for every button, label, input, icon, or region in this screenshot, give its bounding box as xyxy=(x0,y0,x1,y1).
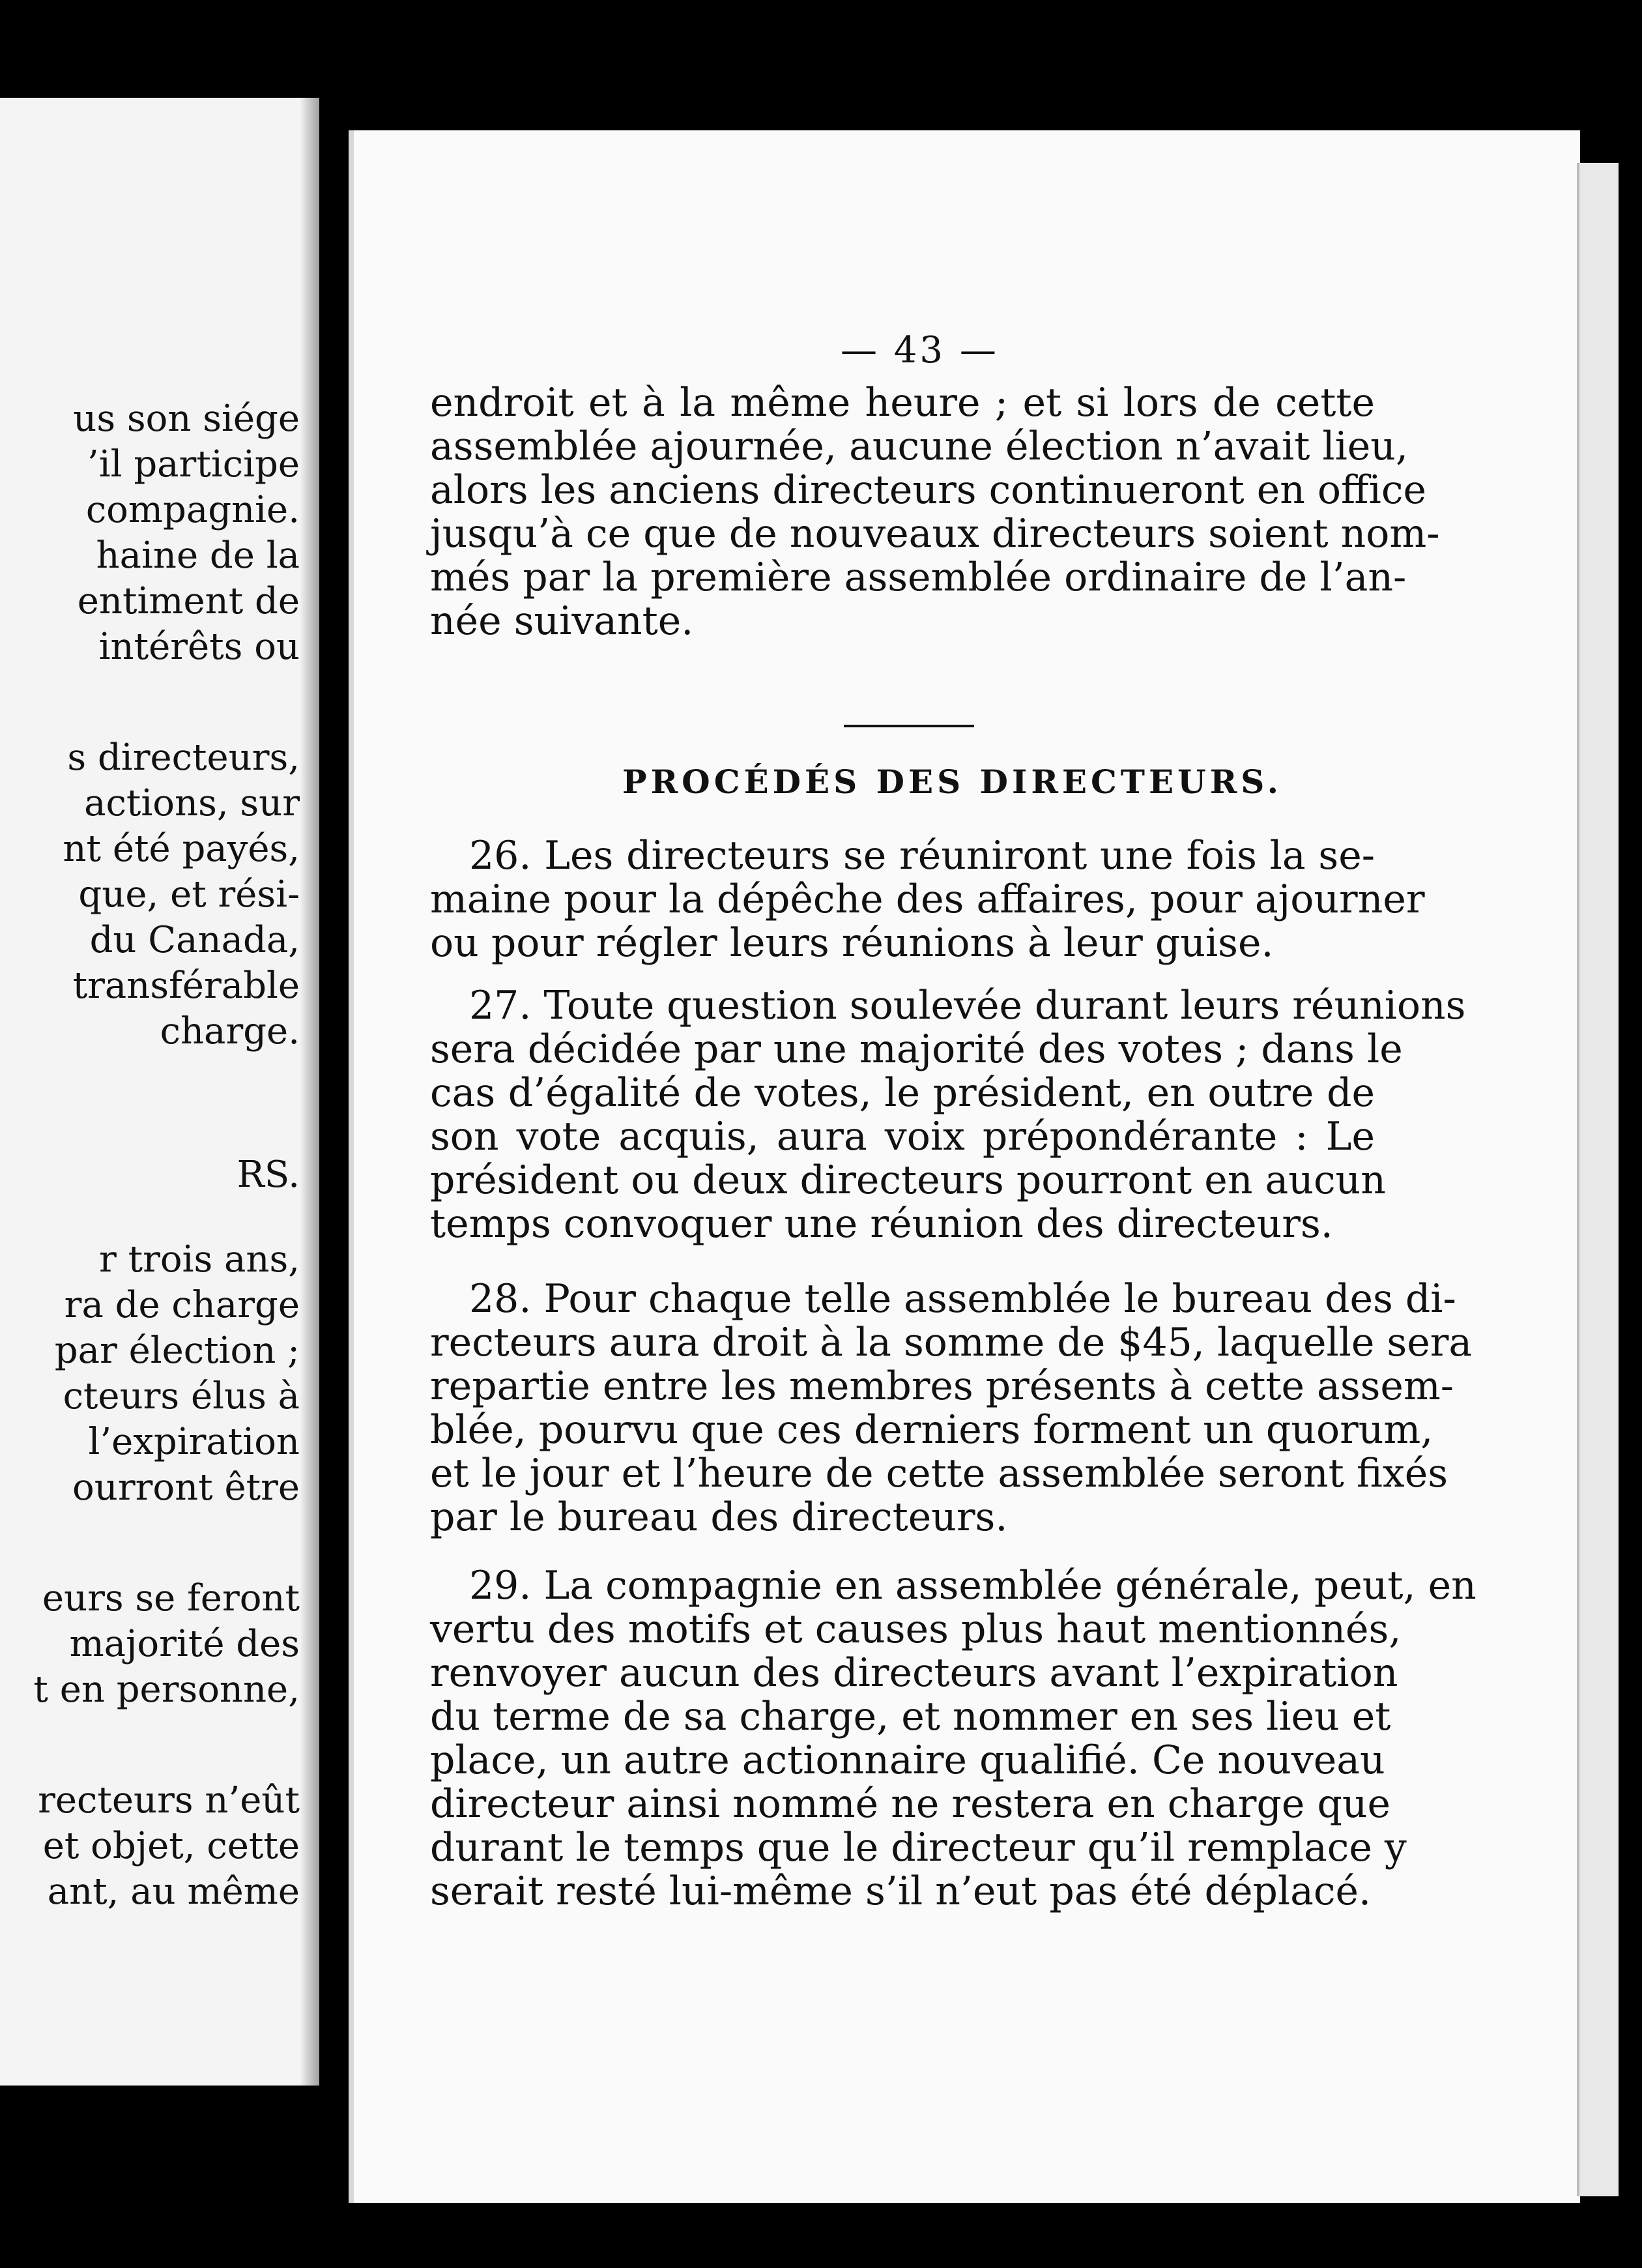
left-line: us son siége xyxy=(73,398,300,440)
paragraph-28 xyxy=(430,1276,1473,1540)
left-line: t en personne, xyxy=(33,1668,300,1711)
left-line: charge. xyxy=(160,1010,300,1053)
text-line: cas d’égalité de votes, le président, en outre de xyxy=(430,1070,1375,1116)
left-line: du Canada, xyxy=(89,919,300,961)
left-line: recteurs n’eût xyxy=(38,1779,300,1822)
left-line: transférable xyxy=(72,965,300,1007)
left-line: actions, sur xyxy=(84,782,300,824)
text-line: président ou deux directeurs pourront en aucun xyxy=(430,1157,1386,1203)
left-line: ant, au même xyxy=(47,1870,300,1913)
text-line: directeur ainsi nommé ne restera en charge que xyxy=(430,1781,1391,1827)
text-line: recteurs aura droit à la somme de $45, laquelle sera xyxy=(430,1320,1473,1365)
section-rule xyxy=(844,725,974,727)
paragraph-27 xyxy=(430,983,1466,1247)
text-line: serait resté lui-même s’il n’eut pas été déplacé. xyxy=(430,1868,1372,1914)
text-line: sera décidée par une majorité des votes ; dans le xyxy=(430,1026,1403,1072)
left-line: que, et rési- xyxy=(78,873,300,916)
text-line: renvoyer aucun des directeurs avant l’expiration xyxy=(430,1650,1398,1696)
text-line: son vote acquis, aura voix prépondérante : Le xyxy=(430,1114,1375,1159)
paragraph-29 xyxy=(430,1563,1476,1914)
left-line: eurs se feront xyxy=(42,1577,300,1620)
text-line: par le bureau des directeurs. xyxy=(430,1494,1008,1540)
text-line: endroit et à la même heure ; et si lors de cette xyxy=(430,380,1375,426)
paragraph-26 xyxy=(430,833,1425,966)
left-line: ra de charge xyxy=(64,1284,300,1326)
left-line: majorité des xyxy=(69,1623,300,1665)
text-line: blée, pourvu que ces derniers forment un quorum, xyxy=(430,1407,1433,1453)
text-line: repartie entre les membres présents à cette assem- xyxy=(430,1363,1454,1409)
left-line: haine de la xyxy=(96,534,300,577)
text-line: ou pour régler leurs réunions à leur guise. xyxy=(430,920,1274,966)
text-line: et le jour et l’heure de cette assemblée seront fixés xyxy=(430,1451,1448,1496)
left-line: ’il participe xyxy=(87,443,300,486)
left-line: s directeurs, xyxy=(67,736,300,779)
left-line: r trois ans, xyxy=(99,1238,300,1281)
text-line: durant le temps que le directeur qu’il remplace y xyxy=(430,1825,1407,1870)
text-line: 27. Toute question soulevée durant leurs réunions xyxy=(469,983,1466,1028)
gutter-shadow xyxy=(300,98,319,2086)
left-line: par élection ; xyxy=(54,1330,300,1372)
text-line: assemblée ajournée, aucune élection n’avait lieu, xyxy=(430,424,1409,469)
left-line: l’expiration xyxy=(88,1421,300,1463)
text-line: du terme de sa charge, et nommer en ses lieu et xyxy=(430,1694,1391,1739)
left-line: et objet, cette xyxy=(42,1825,300,1867)
text-line: 28. Pour chaque telle assemblée le bureau des di- xyxy=(469,1276,1456,1322)
page-number: — 43 — xyxy=(841,329,999,371)
text-line: temps convoquer une réunion des directeurs. xyxy=(430,1201,1333,1247)
intro-paragraph xyxy=(430,380,1440,644)
left-line: compagnie. xyxy=(85,489,300,531)
left-line: RS. xyxy=(237,1154,300,1196)
text-line: alors les anciens directeurs continueront en office xyxy=(430,467,1426,513)
text-line: place, un autre actionnaire qualifié. Ce nouveau xyxy=(430,1737,1385,1783)
text-line: née suivante. xyxy=(430,598,694,644)
left-line: entiment de xyxy=(77,580,300,622)
text-line: jusqu’à ce que de nouveaux directeurs soient nom- xyxy=(430,511,1440,557)
section-heading: PROCÉDÉS DES DIRECTEURS. xyxy=(622,763,1282,801)
text-line: més par la première assemblée ordinaire de l’an- xyxy=(430,555,1407,600)
left-line: intérêts ou xyxy=(98,626,300,668)
text-line: maine pour la dépêche des affaires, pour ajourner xyxy=(430,877,1425,922)
text-line: 29. La compagnie en assemblée générale, peut, en xyxy=(469,1563,1476,1608)
text-line: 26. Les directeurs se réuniront une fois la se- xyxy=(469,833,1375,879)
left-page xyxy=(0,98,319,2086)
left-line: ourront être xyxy=(72,1466,300,1509)
text-line: vertu des motifs et causes plus haut mentionnés, xyxy=(430,1606,1402,1652)
left-line: nt été payés, xyxy=(63,828,300,870)
left-line: cteurs élus à xyxy=(63,1375,300,1418)
page-edge xyxy=(1577,163,1619,2196)
